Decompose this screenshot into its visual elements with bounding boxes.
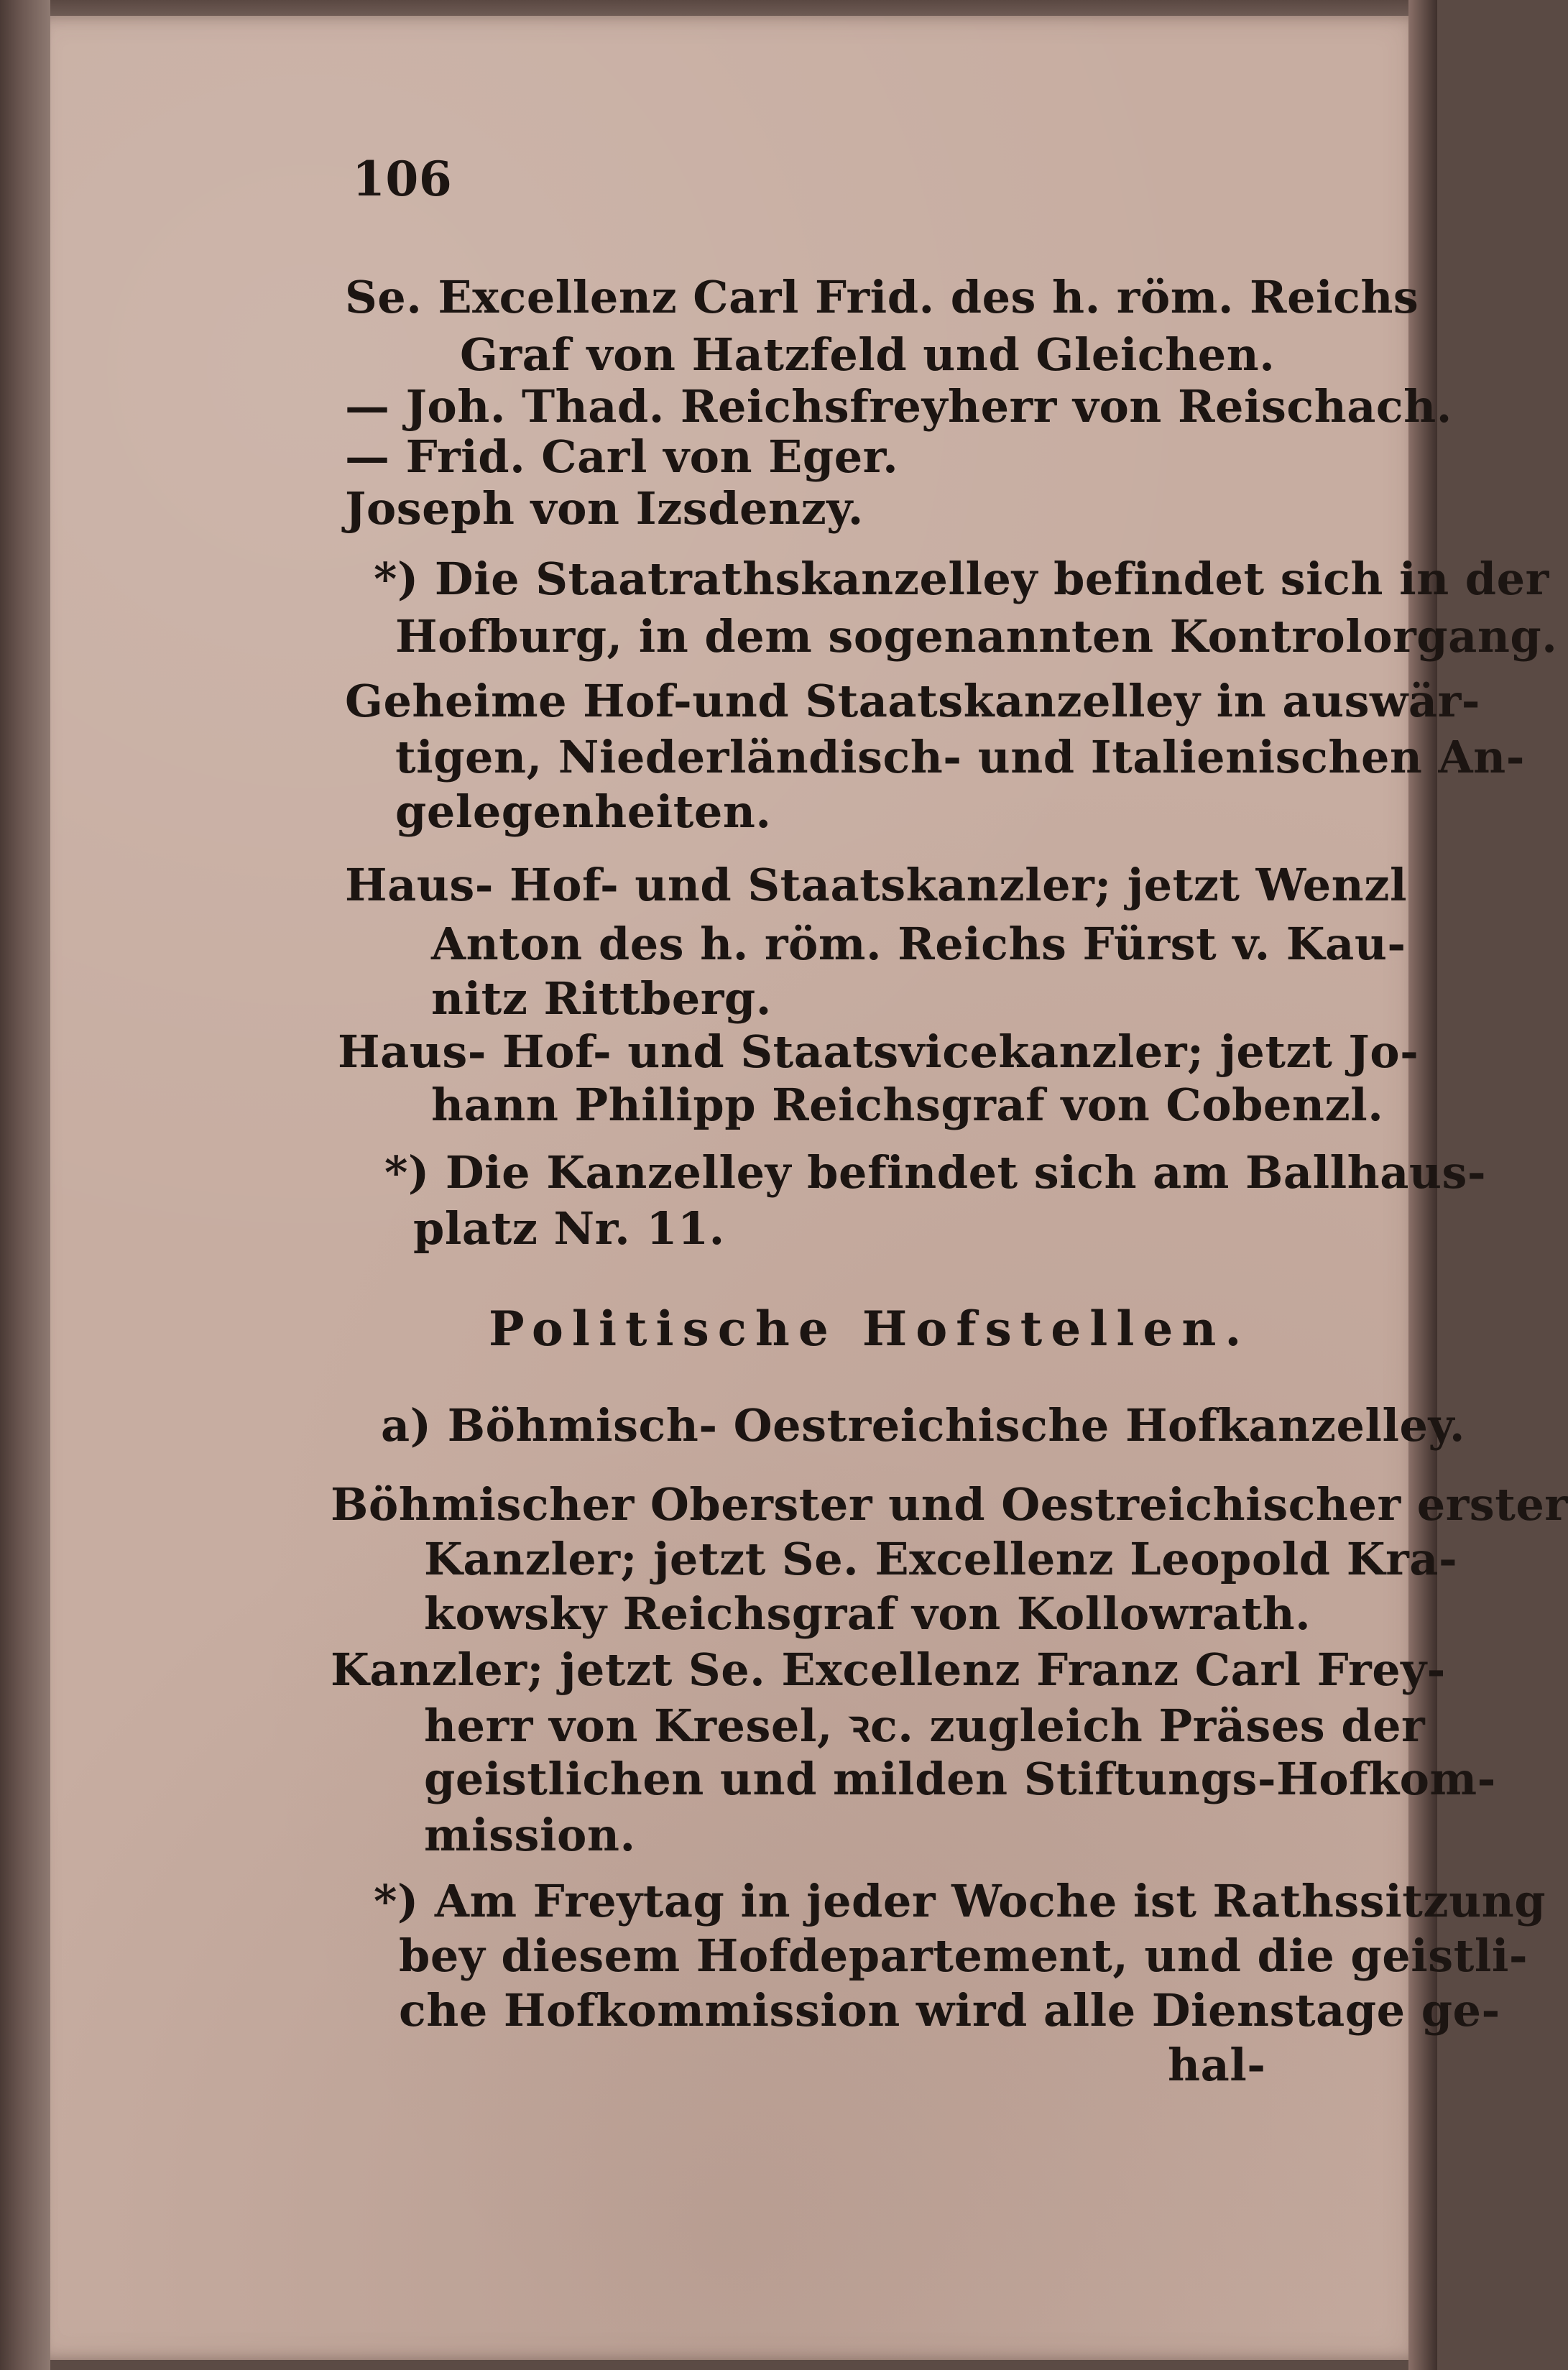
text-line: Haus- Hof- und Staatskanzler; jetzt Wenzl <box>345 859 1408 911</box>
text-line: kowsky Reichsgraf von Kollowrath. <box>424 1587 1311 1640</box>
footnote-line: che Hofkommission wird alle Dienstage ge- <box>399 1984 1500 2037</box>
section-heading: Politische Hofstellen. <box>489 1301 1250 1357</box>
text-line: hann Philipp Reichsgraf von Cobenzl. <box>431 1079 1384 1131</box>
page-number: 106 <box>352 151 453 207</box>
footnote-line: platz Nr. 11. <box>413 1202 725 1255</box>
text-line: Kanzler; jetzt Se. Excellenz Franz Carl Frey- <box>331 1643 1446 1696</box>
text-line: Anton des h. röm. Reichs Fürst v. Kau- <box>431 918 1406 970</box>
text-line: nitz Rittberg. <box>431 972 772 1025</box>
text-line: herr von Kresel, ꝛc. zugleich Präses der <box>424 1700 1426 1752</box>
text-line: — Frid. Carl von Eger. <box>345 430 899 483</box>
text-line: Haus- Hof- und Staatsvicekanzler; jetzt Jo- <box>338 1025 1419 1078</box>
text-line: — Joh. Thad. Reichsfreyherr von Reischach. <box>345 380 1452 433</box>
footnote-line: bey diesem Hofdepartement, und die geistli- <box>399 1929 1528 1982</box>
text-line: Graf von Hatzfeld und Gleichen. <box>460 328 1276 381</box>
text-line: Geheime Hof-und Staatskanzelley in auswär- <box>345 675 1480 727</box>
book-gutter-edge <box>0 0 50 2370</box>
text-line: tigen, Niederländisch- und Italienischen An- <box>395 731 1525 783</box>
text-line: mission. <box>424 1809 636 1861</box>
subsection-heading: a) Böhmisch- Oestreichische Hofkanzelley. <box>381 1399 1465 1452</box>
footnote-line: *) Die Staatrathskanzelley befindet sich in der <box>374 553 1549 605</box>
text-line: Böhmischer Oberster und Oestreichischer erster <box>331 1478 1568 1531</box>
text-line: gelegenheiten. <box>395 785 772 838</box>
text-line: Kanzler; jetzt Se. Excellenz Leopold Kra- <box>424 1533 1458 1585</box>
text-line: Se. Excellenz Carl Frid. des h. röm. Reichs <box>345 271 1419 323</box>
footnote-line: *) Am Freytag in jeder Woche ist Rathssitzung <box>374 1875 1546 1927</box>
footnote-line: *) Die Kanzelley befindet sich am Ballhaus- <box>384 1146 1487 1199</box>
footnote-line: Hofburg, in dem sogenannten Kontrolorgang. <box>395 610 1558 663</box>
catchword: hal- <box>1168 2039 1266 2091</box>
text-line: Joseph von Izsdenzy. <box>345 482 864 535</box>
text-line: geistlichen und milden Stiftungs-Hofkom- <box>424 1753 1496 1805</box>
